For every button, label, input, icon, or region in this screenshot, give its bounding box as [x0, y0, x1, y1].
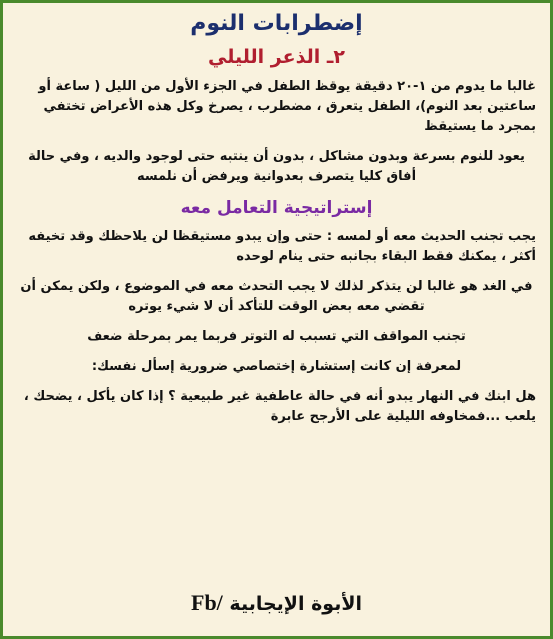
section-heading-night-terror: ٢ـ الذعر الليلي	[208, 46, 345, 68]
section-heading-strategy: إستراتيجية التعامل معه	[180, 198, 373, 218]
paragraph-description: غالبا ما يدوم من ١-٢٠ دقيقة يوقظ الطفل في الجزء الأول من الليل ( ساعة أو ساعتين بعد النوم)، الطفل يتعرق ، مضطرب ، يصرخ وكل هذه الأعراض تختفي بمجرد ما يستيقظ	[38, 79, 536, 134]
footer-source: Fb/	[191, 590, 223, 615]
paragraph-consult-question: لمعرفة إن كانت إستشارة إختصاصي ضرورية إسأل نفسك:	[91, 359, 462, 374]
paragraph-next-day: في الغد هو غالبا لن يتذكر لذلك لا يجب التحدث معه في الموضوع ، ولكن يمكن أن تقضي معه بعض الوقت للتأكد أن لا شيء يوتره	[20, 279, 533, 314]
page-title: إضطرابات النوم	[190, 11, 363, 36]
paragraph-behavior: يعود للنوم بسرعة وبدون مشاكل ، بدون أن ينتبه حتى لوجود والديه ، وفي حالة أفاق كليا يتصرف بعدوانية ويرفض أن نلمسه	[28, 149, 525, 184]
paragraph-avoid-stress: تجنب المواقف التي تسبب له التوتر فربما يمر بمرحلة ضعف	[87, 329, 466, 344]
footer-credit	[3, 590, 550, 616]
paragraph-avoid-talking: يجب تجنب الحديث معه أو لمسه : حتى وإن يبدو مستيقظا لن يلاحظك وقد تخيفه أكثر ، يمكنك فقط البقاء بجانبه حتى ينام لوحده	[28, 229, 536, 264]
paragraph-daytime-check: هل ابنك في النهار يبدو أنه في حالة عاطفية غير طبيعية ؟ إذا كان يأكل ، يضحك ، يلعب ...فمخاوفه الليلية على الأرجح عابرة	[23, 389, 536, 424]
footer-page-name: الأبوة الإيجابية	[229, 593, 362, 615]
